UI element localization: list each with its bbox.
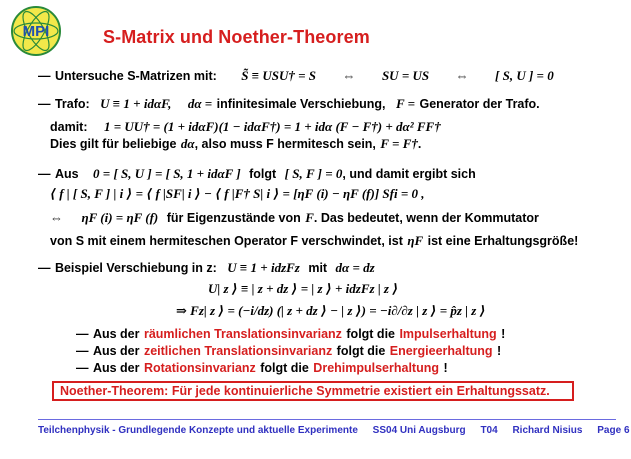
footer-semester: SS04 Uni Augsburg	[372, 425, 466, 436]
equivalence-arrow: ⇔	[342, 68, 356, 83]
intro-text: Untersuche S-Matrizen mit:	[54, 69, 217, 83]
text: Aus der	[92, 344, 140, 358]
text: folgt die	[346, 327, 395, 341]
equation: U| z ⟩ ≡ | z + dz ⟩ = | z ⟩ + idzFz | z ⟩	[208, 281, 399, 296]
text: folgt	[249, 167, 277, 181]
equation: U ≡ 1 + idzFz	[227, 260, 300, 275]
noether-theorem-text: Noether-Theorem: Für jede kontinuierliche Symmetrie existiert ein Erhaltungssatz.	[60, 384, 550, 398]
text: Aus der	[92, 361, 140, 375]
mpi-logo	[10, 5, 62, 57]
damit-label: damit:	[50, 120, 88, 134]
trafo-label: Trafo:	[54, 97, 90, 111]
bullet-dash: —	[38, 69, 51, 83]
text: , und damit ergibt sich	[342, 167, 476, 181]
text: Generator der Trafo.	[419, 97, 540, 111]
line-eigenvalues	[50, 209, 539, 227]
equation: 1 = UU† = (1 + idαF)(1 − idαF†) = 1 + idα (F − F†) + dα² FF†	[103, 119, 441, 134]
line-translation	[208, 280, 398, 298]
list-item	[76, 359, 448, 377]
bullet-dash: —	[76, 344, 89, 358]
text: !	[443, 361, 448, 375]
text: Beispiel Verschiebung in z:	[54, 261, 217, 275]
line-hermitian	[50, 135, 421, 153]
equation: dα =	[187, 96, 213, 111]
text: !	[496, 344, 502, 358]
text: folgt die	[336, 344, 386, 358]
equation: F = F†	[380, 136, 418, 151]
footer-course: Teilchenphysik - Grundlegende Konzepte und aktuelle Experimente	[38, 425, 358, 436]
equation: dα = dz	[335, 260, 375, 275]
equation: F	[305, 210, 314, 225]
equation: ηF	[407, 233, 424, 248]
equation: ηF (i) = ηF (f)	[81, 210, 159, 225]
bullet-dash: —	[38, 261, 51, 275]
line-commutator	[38, 165, 476, 183]
text: . Das bedeutet, wenn der Kommutator	[313, 211, 539, 225]
line-conserved	[50, 232, 578, 250]
text: .	[417, 137, 422, 151]
bullet-dash: —	[38, 167, 51, 181]
list-item	[76, 325, 505, 343]
footer	[38, 425, 630, 436]
text: !	[501, 327, 506, 341]
text: folgt die	[260, 361, 309, 375]
equation: U ≡ 1 + idαF,	[100, 96, 172, 111]
equation: [ S, U ] = 0	[495, 68, 554, 83]
equivalence-arrow: ⇔	[455, 68, 469, 83]
equation: ⟨ f | [ S, F ] | i ⟩ = ⟨ f |SF| i ⟩ − ⟨ f |F† S| i ⟩ = [ηF (i) − ηF (f)] Sfi = 0 ,	[50, 186, 425, 201]
equation: dα	[180, 136, 195, 151]
symmetry-term: zeitlichen Translationsinvarianz	[143, 344, 333, 358]
equation: ⇒ Fz| z ⟩ = (−i/dz) (| z + dz ⟩ − | z ⟩) = −i∂/∂z | z ⟩ = p̂z | z ⟩	[176, 303, 486, 318]
footer-section: T04	[480, 425, 498, 436]
line-matrix-element	[50, 185, 424, 203]
line-s-matrices	[38, 67, 554, 85]
text: , also muss F hermitesch sein,	[194, 137, 376, 151]
footer-page: Page 6	[597, 425, 630, 436]
line-unitarity	[50, 118, 441, 136]
bullet-dash: —	[76, 361, 89, 375]
symmetry-term: Rotationsinvarianz	[143, 361, 256, 375]
conservation-term: Drehimpulserhaltung	[313, 361, 440, 375]
line-trafo	[38, 95, 540, 113]
footer-divider	[38, 419, 616, 420]
conservation-term: Impulserhaltung	[399, 327, 497, 341]
equivalence-arrow: ⇔	[50, 210, 63, 225]
text: für Eigenzustände von	[166, 211, 301, 225]
equation: F =	[395, 96, 416, 111]
text: Dies gilt für beliebige	[50, 137, 177, 151]
equation: [ S, F ] = 0	[284, 166, 343, 181]
text: von S mit einem hermiteschen Operator F verschwindet, ist	[50, 234, 403, 248]
bullet-dash: —	[38, 97, 51, 111]
page-title: S-Matrix und Noether-Theorem	[103, 27, 370, 47]
svg-text:MPI: MPI	[22, 23, 50, 40]
footer-author: Richard Nisius	[512, 425, 583, 436]
equation: S̃ ≡ USU† = S	[241, 68, 317, 83]
line-example	[38, 259, 375, 277]
conservation-term: Energieerhaltung	[389, 344, 493, 358]
text: ist eine Erhaltungsgröße!	[427, 234, 579, 248]
text: mit	[308, 261, 328, 275]
bullet-dash: —	[76, 327, 89, 341]
list-item	[76, 342, 501, 360]
aus-label: Aus	[54, 167, 79, 181]
equation: SU = US	[381, 68, 430, 83]
symmetry-term: räumlichen Translationsinvarianz	[143, 327, 342, 341]
equation: 0 = [ S, U ] = [ S, 1 + idαF ]	[93, 166, 241, 181]
line-momentum-operator	[176, 302, 486, 320]
text: Aus der	[92, 327, 140, 341]
text: infinitesimale Verschiebung,	[216, 97, 386, 111]
